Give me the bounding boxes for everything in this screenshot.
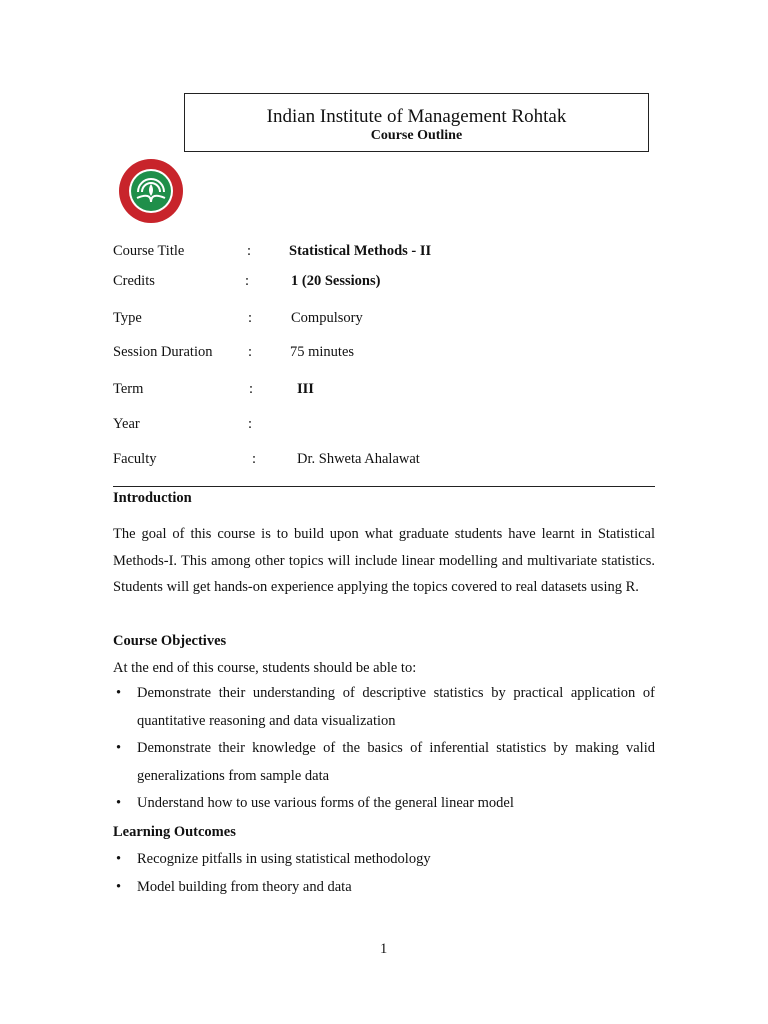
detail-value: Statistical Methods - II	[289, 243, 432, 259]
divider	[113, 486, 655, 487]
page-number: 1	[380, 941, 388, 957]
detail-value: 75 minutes	[290, 344, 355, 360]
institute-title: Indian Institute of Management Rohtak	[266, 106, 567, 127]
header-box	[184, 93, 649, 152]
detail-value: Dr. Shweta Ahalawat	[297, 451, 420, 467]
detail-label: Course Title	[113, 243, 185, 259]
detail-separator: :	[248, 416, 253, 432]
detail-label: Session Duration	[113, 344, 213, 360]
outcomes-heading: Learning Outcomes	[113, 824, 236, 840]
introduction-text: The goal of this course is to build upon what graduate students have learnt in Statistical Methods-I. This among other topics will include linear modelling and multivariate statistics. Students will get hands-on experience applying the topics covered to real datasets using R.	[113, 526, 655, 596]
list-item: • Recognize pitfalls in using statistical methodology	[113, 846, 655, 874]
objectives-list	[113, 680, 655, 818]
list-item: • Demonstrate their understanding of descriptive statistics by practical application of quantitative reasoning and data visualization	[113, 680, 655, 735]
detail-separator: :	[252, 451, 257, 467]
detail-separator: :	[249, 381, 254, 397]
detail-value: III	[297, 381, 314, 397]
detail-separator: :	[245, 273, 250, 289]
detail-value: 1 (20 Sessions)	[291, 273, 381, 289]
objectives-heading: Course Objectives	[113, 633, 227, 649]
institute-logo	[118, 158, 184, 224]
introduction-heading: Introduction	[113, 490, 192, 506]
detail-label: Year	[113, 416, 140, 432]
list-item: • Demonstrate their knowledge of the basics of inferential statistics by making valid generalizations from sample data	[113, 735, 655, 790]
detail-label: Credits	[113, 273, 155, 289]
detail-separator: :	[248, 344, 253, 360]
document-subtitle: Course Outline	[370, 128, 463, 143]
list-item: • Understand how to use various forms of the general linear model	[113, 790, 655, 818]
objectives-lead: At the end of this course, students should be able to:	[113, 660, 417, 676]
outcomes-list	[113, 846, 655, 901]
list-item: • Model building from theory and data	[113, 874, 655, 902]
detail-separator: :	[247, 243, 252, 259]
detail-separator: :	[248, 310, 253, 326]
detail-label: Faculty	[113, 451, 157, 467]
detail-label: Term	[113, 381, 144, 397]
detail-label: Type	[113, 310, 142, 326]
detail-value: Compulsory	[291, 310, 363, 326]
